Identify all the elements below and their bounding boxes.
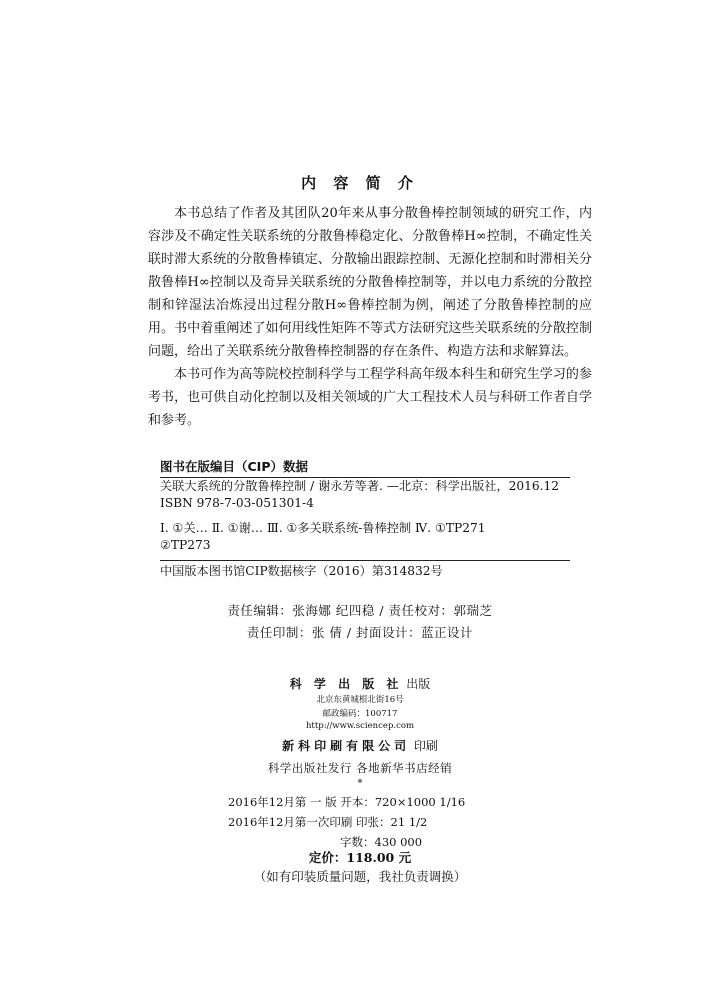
edition-line: 2016年12月第 一 版 开本：720×1000 1/16 (228, 795, 466, 809)
price-label: 定价： (308, 850, 347, 865)
cip-record-number: 中国版本图书馆CIP数据核字（2016）第314832号 (160, 560, 570, 580)
staff-editors: 责任编辑：张海娜 纪四稳 / 责任校对：郭瑞芝 (227, 603, 493, 618)
distribution-line: 科学出版社发行 各地新华书店经销 (267, 761, 453, 775)
cip-title: 图书在版编目（CIP）数据 (160, 458, 570, 478)
publisher-postcode: 邮政编码：100717 (322, 709, 398, 719)
printer-name: 新科印刷有限公司 (282, 739, 411, 753)
cip-subject-line: Ⅰ. ①关… Ⅱ. ①谢… Ⅲ. ①多关联系统-鲁棒控制 Ⅳ. ①TP271 (160, 521, 486, 535)
cip-block (160, 458, 570, 580)
printer-line (0, 737, 720, 754)
cip-classification-line: ②TP273 (160, 538, 211, 552)
price-line (0, 848, 720, 866)
summary-paragraph-1: 本书总结了作者及其团队20年来从事分散鲁棒控制领域的研究工作，内容涉及不确定性关联系统的分散鲁棒稳定化、分散鲁棒H∞控制，不确定性关联时滞大系统的分散鲁棒镇定、分散输出跟踪控制、无源化控制和时滞相关分散鲁棒H∞控制以及奇异关联系统的分散鲁棒控制等，并以电力系统的分散控制和锌湿法冶炼浸出过程分散H∞鲁棒控制为例，阐述了分散鲁棒控制的应用。书中着重阐述了如何用线性矩阵不等式方法研究这些关联系统的分散控制问题，给出了关联系统分散鲁棒控制器的存在条件、构造方法和求解算法。 (148, 206, 592, 359)
edition-info (228, 792, 465, 852)
publisher-address: 北京东黄城根北街16号 (316, 695, 404, 705)
separator-star: * (357, 778, 363, 789)
publisher-url: http://www.sciencep.com (305, 721, 415, 731)
printer-suffix: 印刷 (413, 739, 438, 753)
price-value: 118.00 元 (346, 850, 412, 865)
summary-title: 内 容 简 介 (301, 174, 419, 192)
printing-line: 2016年12月第一次印刷 印张：21 1/2 (228, 815, 428, 829)
publisher-name: 科 学 出 版 社 (289, 677, 403, 691)
wordcount-line: 字数：430 000 (340, 835, 423, 849)
summary-paragraph-2: 本书可作为高等院校控制科学与工程学科高年级本科生和研究生学习的参考书，也可供自动化控制以及相关领域的广大工程技术人员与科研工作者自学和参考。 (148, 367, 592, 428)
cip-isbn: ISBN 978-7-03-051301-4 (160, 496, 314, 510)
staff-production: 责任印制：张 倩 / 封面设计：蓝正设计 (246, 625, 474, 640)
cip-bibliographic-line: 关联大系统的分散鲁棒控制 / 谢永芳等著. —北京：科学出版社，2016.12 (160, 479, 560, 493)
summary-body (148, 202, 592, 432)
publisher-suffix: 出版 (406, 677, 431, 691)
publisher-line (0, 675, 720, 692)
quality-notice: （如有印装质量问题，我社负责调换） (253, 869, 467, 884)
